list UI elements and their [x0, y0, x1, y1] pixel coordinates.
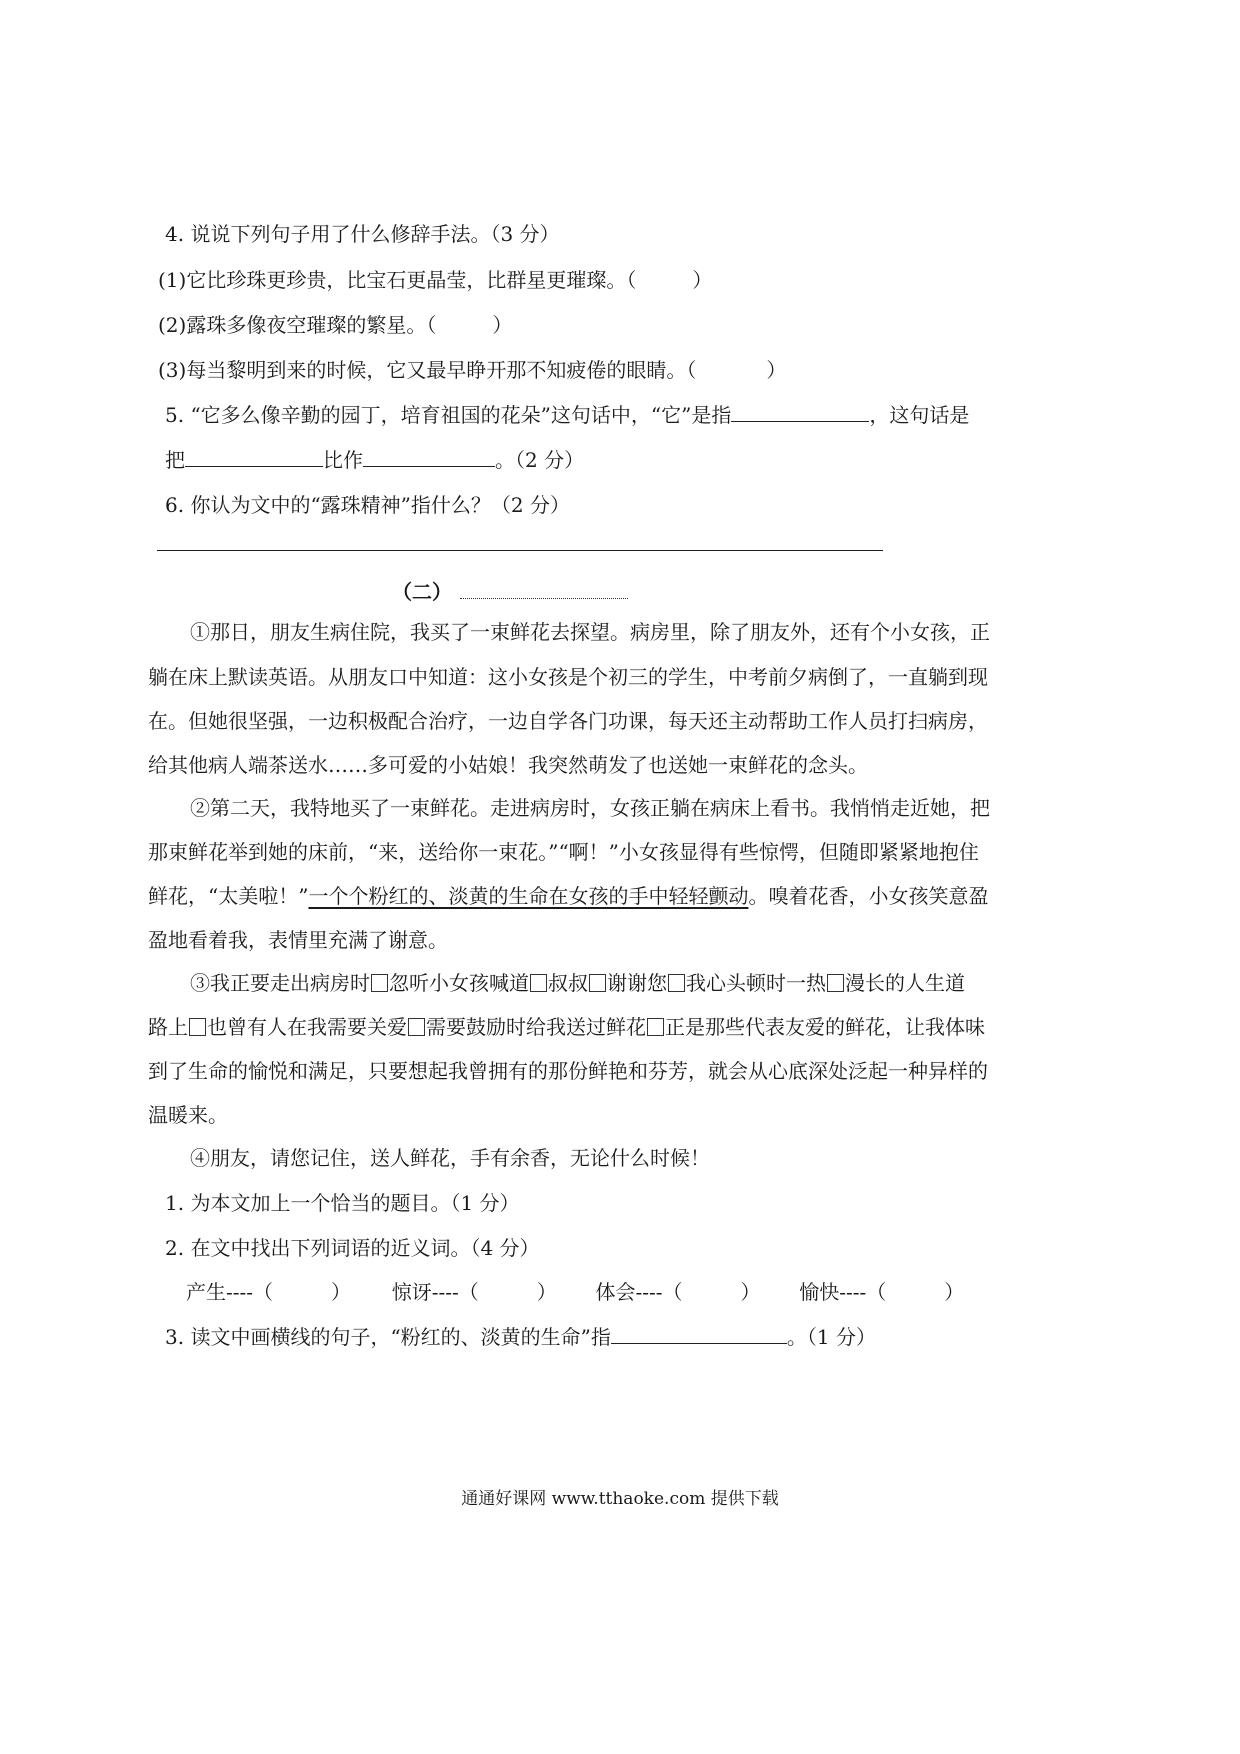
- q5-line-2: 把 比作 。（2 分）: [165, 448, 585, 472]
- q2-1: 1. 为本文加上一个恰当的题目。（1 分）: [165, 1191, 520, 1215]
- section-2-heading: （二）: [392, 582, 628, 602]
- q5-blank-3[interactable]: [363, 450, 495, 467]
- passage-p3-line-4: 温暖来。: [148, 1103, 228, 1127]
- q5-line-1: 5. “它多么像辛勤的园丁，培育祖国的花朵”这句话中，“它”是指 ，这句话是: [165, 403, 970, 427]
- q2-3: 3. 读文中画横线的句子，“粉红的、淡黄的生命”指 。（1 分）: [165, 1325, 876, 1349]
- word-3: 体会----（ ）: [595, 1280, 761, 1304]
- passage-p1-line-1: ①那日，朋友生病住院，我买了一束鲜花去探望。病房里，除了朋友外，还有个小女孩，正: [190, 620, 990, 644]
- punctuation-box[interactable]: [827, 974, 844, 992]
- q6-answer-line[interactable]: [157, 550, 883, 551]
- q6-title: 6. 你认为文中的“露珠精神”指什么？（2 分）: [165, 493, 570, 517]
- passage-p2-line-4: 盈地看着我，表情里充满了谢意。: [148, 928, 448, 952]
- passage-p1-line-3: 在。但她很坚强，一边积极配合治疗，一边自学各门功课，每天还主动帮助工作人员打扫病房，: [148, 709, 988, 733]
- q2-2: 2. 在文中找出下列词语的近义词。（4 分）: [165, 1236, 540, 1260]
- q4-item-2: (2)露珠多像夜空璀璨的繁星。（ ）: [158, 313, 513, 337]
- passage-p3-line-1: ③我正要走出病房时 忽听小女孩喊道 叔叔 谢谢您 我心头顿时一热 漫长的人生道: [190, 971, 965, 995]
- punctuation-box[interactable]: [189, 1018, 206, 1036]
- word-1: 产生----（ ）: [186, 1280, 352, 1304]
- passage-p4: ④朋友，请您记住，送人鲜花，手有余香，无论什么时候！: [190, 1146, 710, 1170]
- punctuation-box[interactable]: [589, 974, 606, 992]
- passage-p3-line-3: 到了生命的愉悦和满足，只要想起我曾拥有的那份鲜艳和芬芳，就会从心底深处泛起一种异样的: [148, 1059, 988, 1083]
- q4-item-3: (3)每当黎明到来的时候，它又最早睁开那不知疲倦的眼睛。（ ）: [158, 358, 787, 382]
- underlined-sentence: 一个个粉红的、淡黄的生命在女孩的手中轻轻颤动: [308, 884, 749, 908]
- word-2: 惊讶----（ ）: [391, 1280, 557, 1304]
- q5-blank-2[interactable]: [185, 450, 323, 467]
- punctuation-box[interactable]: [668, 974, 685, 992]
- passage-p1-line-2: 躺在床上默读英语。从朋友口中知道：这小女孩是个初三的学生，中考前夕病倒了，一直躺到现: [148, 665, 988, 689]
- punctuation-box[interactable]: [408, 1018, 425, 1036]
- word-4: 愉快----（ ）: [799, 1280, 965, 1304]
- q2-3-blank[interactable]: [611, 1327, 787, 1344]
- title-blank[interactable]: [460, 586, 628, 599]
- q2-2-words: [186, 1282, 964, 1302]
- passage-p2-line-3: 鲜花，“太美啦！”一个个粉红的、淡黄的生命在女孩的手中轻轻颤动。嗅着花香，小女孩笑意盈: [148, 884, 989, 908]
- q4-item-1: (1)它比珍珠更珍贵，比宝石更晶莹，比群星更璀璨。（ ）: [158, 268, 713, 292]
- passage-p1-line-4: 给其他病人端茶送水……多可爱的小姑娘！我突然萌发了也送她一束鲜花的念头。: [148, 753, 868, 777]
- punctuation-box[interactable]: [371, 974, 388, 992]
- passage-p3-line-2: 路上 也曾有人在我需要关爱 需要鼓励时给我送过鲜花 正是那些代表友爱的鲜花，让我体味: [148, 1015, 985, 1039]
- passage-p2-line-1: ②第二天，我特地买了一束鲜花。走进病房时，女孩正躺在病床上看书。我悄悄走近她，把: [190, 796, 990, 820]
- punctuation-box[interactable]: [530, 974, 547, 992]
- q5-blank-1[interactable]: [731, 405, 869, 422]
- punctuation-box[interactable]: [647, 1018, 664, 1036]
- q4-title: 4. 说说下列句子用了什么修辞手法。（3 分）: [165, 222, 560, 246]
- footer-text: 通通好课网 www.tthaoke.com 提供下载: [461, 1489, 779, 1509]
- passage-p2-line-2: 那束鲜花举到她的床前，“来，送给你一束花。”“啊！”小女孩显得有些惊愕，但随即紧紧地抱住: [148, 840, 979, 864]
